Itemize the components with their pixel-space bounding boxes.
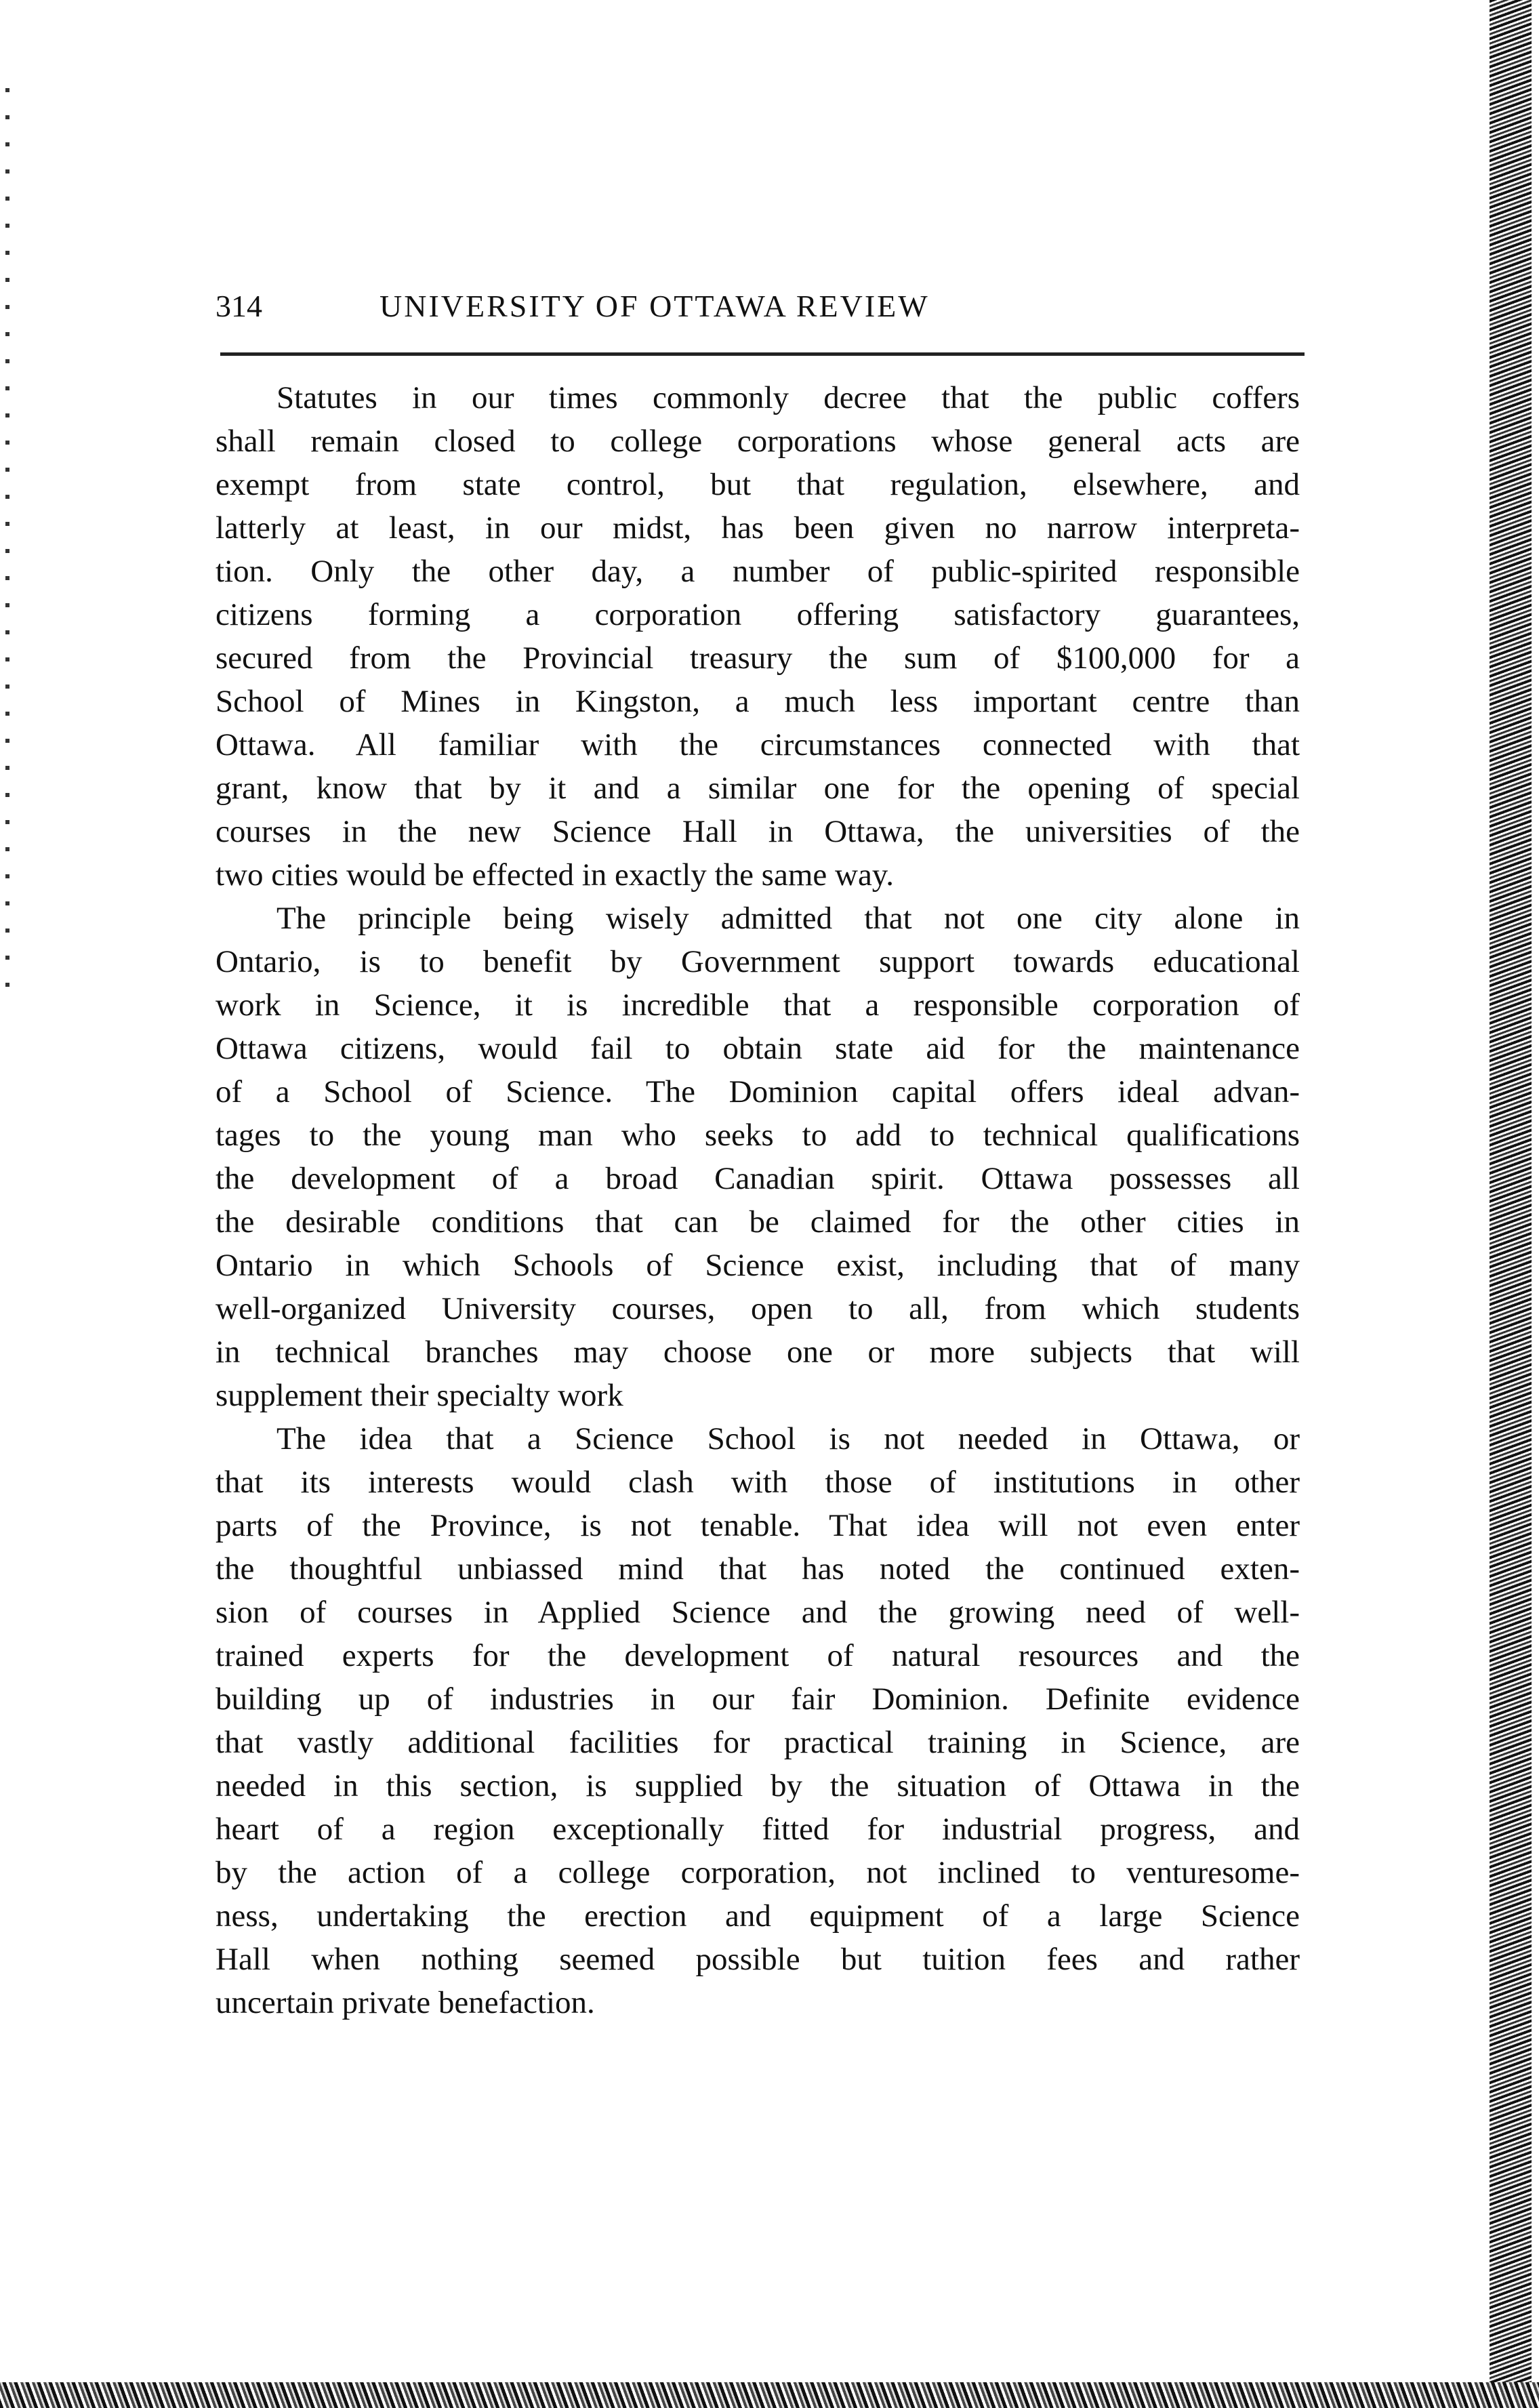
text-line: the desirable conditions that can be claimed for the other cities in — [216, 1204, 1300, 1240]
header-rule — [220, 352, 1305, 356]
text-line: sion of courses in Applied Science and the growing need of well- — [216, 1595, 1300, 1630]
text-line: building up of industries in our fair Dominion. Definite evidence — [216, 1681, 1300, 1717]
text-line: uncertain private benefaction. — [216, 1985, 595, 2020]
text-line: the development of a broad Canadian spirit. Ottawa possesses all — [216, 1161, 1300, 1196]
scan-right-border — [1490, 0, 1532, 2392]
text-line: grant, know that by it and a similar one for the opening of special — [216, 771, 1300, 806]
text-line: Ottawa citizens, would fail to obtain state aid for the maintenance — [216, 1031, 1300, 1066]
text-line: tages to the young man who seeks to add to technical qualifications — [216, 1118, 1300, 1153]
text-line: latterly at least, in our midst, has been given no narrow interpreta- — [216, 510, 1300, 546]
text-line: two cities would be effected in exactly the same way. — [216, 857, 894, 893]
text-line: needed in this section, is supplied by the situation of Ottawa in the — [216, 1768, 1300, 1803]
page-number: 314 — [216, 289, 262, 323]
text-line: Hall when nothing seemed possible but tuition fees and rather — [216, 1942, 1300, 1977]
running-title: UNIVERSITY OF OTTAWA REVIEW — [379, 289, 930, 323]
text-line: shall remain closed to college corporations whose general acts are — [216, 424, 1300, 459]
text-line: secured from the Provincial treasury the sum of $100,000 for a — [216, 640, 1300, 676]
text-line: supplement their specialty work — [216, 1378, 623, 1413]
text-line: Ottawa. All familiar with the circumstances connected with that — [216, 727, 1300, 762]
scan-edge-marks — [5, 88, 9, 1003]
text-line: by the action of a college corporation, not inclined to venturesome- — [216, 1855, 1300, 1890]
scan-bottom-border — [0, 2382, 1539, 2408]
text-line: Ontario in which Schools of Science exist, including that of many — [216, 1248, 1300, 1283]
article-body — [216, 376, 1300, 2024]
text-line: the thoughtful unbiassed mind that has noted the continued exten- — [216, 1551, 1300, 1587]
text-line: work in Science, it is incredible that a responsible corporation of — [216, 987, 1300, 1023]
text-line: trained experts for the development of natural resources and the — [216, 1638, 1300, 1673]
text-line: that vastly additional facilities for practical training in Science, are — [216, 1725, 1300, 1760]
text-line: The principle being wisely admitted that not one city alone in — [276, 901, 1300, 936]
text-line: citizens forming a corporation offering satisfactory guarantees, — [216, 597, 1300, 632]
text-line: ness, undertaking the erection and equipment of a large Science — [216, 1898, 1300, 1934]
text-line: parts of the Province, is not tenable. That idea will not even enter — [216, 1508, 1300, 1543]
text-line: School of Mines in Kingston, a much less important centre than — [216, 684, 1300, 719]
text-line: Statutes in our times commonly decree that the public coffers — [276, 380, 1300, 415]
text-line: Ontario, is to benefit by Government support towards educational — [216, 944, 1300, 979]
text-line: of a School of Science. The Dominion capital offers ideal advan- — [216, 1074, 1300, 1109]
text-line: The idea that a Science School is not needed in Ottawa, or — [276, 1421, 1300, 1456]
text-line: courses in the new Science Hall in Ottawa, the universities of the — [216, 814, 1300, 849]
text-line: exempt from state control, but that regulation, elsewhere, and — [216, 467, 1300, 502]
text-line: tion. Only the other day, a number of public-spirited responsible — [216, 554, 1300, 589]
text-line: well-organized University courses, open to all, from which students — [216, 1291, 1300, 1326]
text-line: in technical branches may choose one or more subjects that will — [216, 1334, 1300, 1370]
text-line: that its interests would clash with those of institutions in other — [216, 1465, 1300, 1500]
text-line: heart of a region exceptionally fitted for industrial progress, and — [216, 1812, 1300, 1847]
